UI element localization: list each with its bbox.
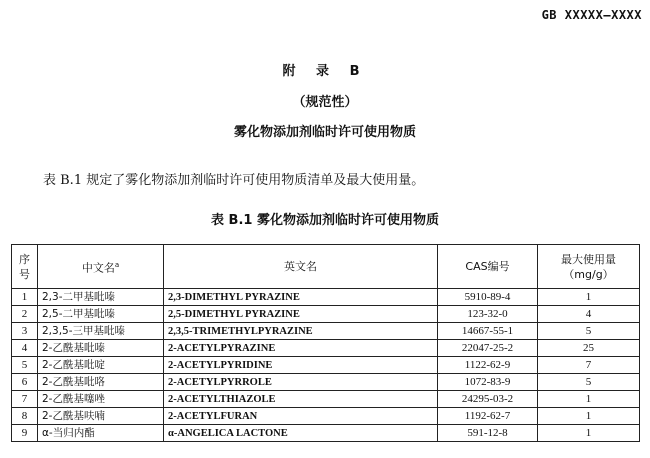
cell-index: 9 [12,425,38,442]
cell-max-usage: 1 [538,289,640,306]
cell-chinese-name: 2,3,5-三甲基吡嗪 [38,323,164,340]
table-row [12,306,640,323]
cell-index: 2 [12,306,38,323]
cell-chinese-name: 2-乙酰基吡啶 [38,357,164,374]
cell-index: 6 [12,374,38,391]
cell-chinese-name: 2-乙酰基呋喃 [38,408,164,425]
cell-chinese-name: 2-乙酰基吡咯 [38,374,164,391]
cell-max-usage: 5 [538,374,640,391]
table-header-row [12,245,640,289]
footnote-marker: a [114,260,120,269]
cell-english-name: 2-ACETYLFURAN [164,408,438,425]
cell-cas-number: 24295-03-2 [438,391,538,408]
table-caption: 表 B.1 雾化物添加剂临时许可使用物质 [211,213,439,228]
cell-index: 1 [12,289,38,306]
cell-english-name: 2,5-DIMETHYL PYRAZINE [164,306,438,323]
cell-cas-number: 1072-83-9 [438,374,538,391]
cell-chinese-name: 2-乙酰基噻唑 [38,391,164,408]
cell-max-usage: 4 [538,306,640,323]
header-index: 序号 [12,245,38,289]
cell-max-usage: 5 [538,323,640,340]
table-row [12,357,640,374]
cell-english-name: 2-ACETYLPYRAZINE [164,340,438,357]
appendix-name: 雾化物添加剂临时许可使用物质 [233,125,416,140]
cell-cas-number: 22047-25-2 [438,340,538,357]
cell-max-usage: 1 [538,408,640,425]
cell-max-usage: 7 [538,357,640,374]
header-max-usage-unit: （mg/g） [563,267,614,281]
cell-chinese-name: 2,3-二甲基吡嗪 [38,289,164,306]
table-row [12,289,640,306]
table-row [12,340,640,357]
cell-english-name: 2-ACETYLPYRROLE [164,374,438,391]
cell-cas-number: 1192-62-7 [438,408,538,425]
cell-english-name: 2,3-DIMETHYL PYRAZINE [164,289,438,306]
cell-cas-number: 1122-62-9 [438,357,538,374]
appendix-normative-label: （规范性） [292,95,358,110]
substance-table [11,244,640,442]
cell-english-name: 2-ACETYLTHIAZOLE [164,391,438,408]
cell-max-usage: 1 [538,391,640,408]
table-row [12,323,640,340]
cell-chinese-name: 2-乙酰基吡嗪 [38,340,164,357]
cell-chinese-name: α-当归内酯 [38,425,164,442]
header-cas: CAS编号 [438,245,538,289]
table-row [12,408,640,425]
cell-index: 7 [12,391,38,408]
cell-max-usage: 1 [538,425,640,442]
cell-chinese-name: 2,5-二甲基吡嗪 [38,306,164,323]
cell-index: 4 [12,340,38,357]
table-row [12,391,640,408]
header-max-usage: 最大使用量 （mg/g） [538,245,640,289]
cell-english-name: 2,3,5-TRIMETHYLPYRAZINE [164,323,438,340]
cell-cas-number: 5910-89-4 [438,289,538,306]
cell-cas-number: 591-12-8 [438,425,538,442]
header-english-name: 英文名 [164,245,438,289]
document-code: GB XXXXX—XXXX [541,8,642,22]
cell-index: 8 [12,408,38,425]
cell-cas-number: 123-32-0 [438,306,538,323]
table-row [12,425,640,442]
header-chinese-name: 中文名$^a$ [38,245,164,289]
cell-english-name: α-ANGELICA LACTONE [164,425,438,442]
appendix-title: 附 录 B [282,64,368,79]
cell-index: 3 [12,323,38,340]
cell-index: 5 [12,357,38,374]
cell-max-usage: 25 [538,340,640,357]
cell-cas-number: 14667-55-1 [438,323,538,340]
intro-paragraph: 表 B.1 规定了雾化物添加剂临时许可使用物质清单及最大使用量。 [43,173,425,188]
cell-english-name: 2-ACETYLPYRIDINE [164,357,438,374]
table-row [12,374,640,391]
